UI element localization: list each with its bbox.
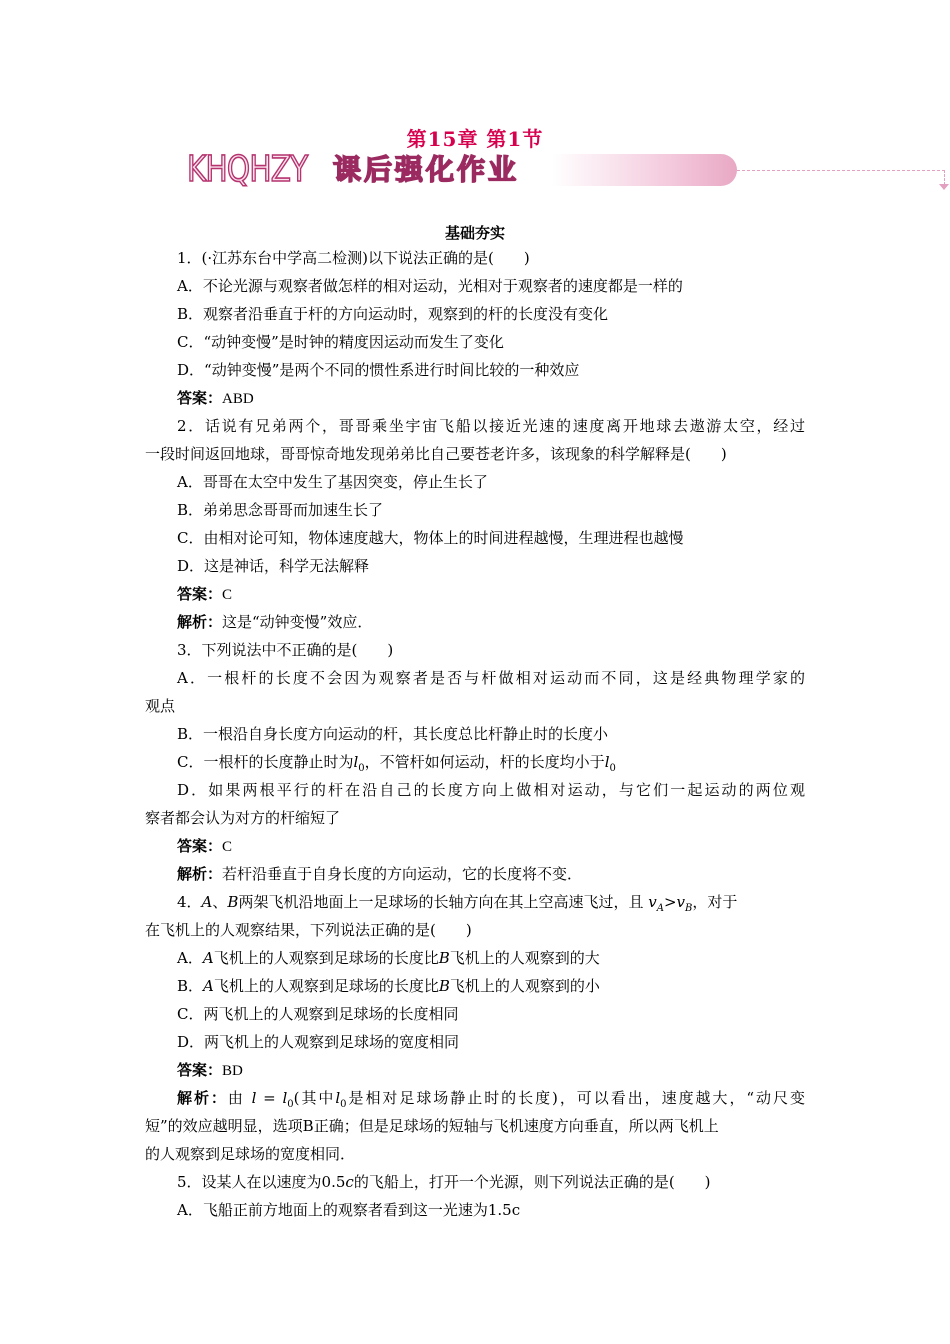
chapter-title: 第15章 第1节 xyxy=(406,127,544,151)
math-operator: > xyxy=(663,893,677,911)
question-list xyxy=(145,244,805,1224)
stem-text: 两架飞机沿地面上一足球场的长轴方向在其上空高速飞过，且 xyxy=(238,893,644,911)
separator: 、 xyxy=(212,893,228,911)
plane-a: A xyxy=(201,893,213,911)
answer-value: C xyxy=(222,839,233,855)
question-4-stem-line-2: 在飞机上的人观察结果，下列说法正确的是( ) xyxy=(145,921,472,939)
answer-label: 答案： xyxy=(177,585,223,603)
option-letter: B． xyxy=(177,977,204,995)
analysis-text: 若杆沿垂直于自身长度的方向运动，它的长度将不变． xyxy=(222,865,583,883)
answer-label: 答案： xyxy=(177,389,223,407)
question-number: 4． xyxy=(177,893,202,911)
question-4-option-a xyxy=(145,944,805,972)
question-4-option-b xyxy=(145,972,805,1000)
math-subscript: 0 xyxy=(287,1099,294,1110)
question-3-option-a-line-1: A．一根杆的长度不会因为观察者是否与杆做相对运动而不同，这是经典物理学家的 xyxy=(177,669,805,687)
question-1-stem: 1．(·江苏东台中学高二检测)以下说法正确的是( ) xyxy=(177,249,530,267)
option-letter: A． xyxy=(177,949,203,967)
analysis-text: 由 xyxy=(227,1089,245,1107)
option-text: 飞机上的人观察到的大 xyxy=(449,949,600,967)
math-l: l xyxy=(335,1089,341,1107)
question-3-option-b: B．一根沿自身长度方向运动的杆，其长度总比杆静止时的长度小 xyxy=(177,725,609,743)
homework-banner xyxy=(187,150,787,196)
plane-b: B xyxy=(438,977,450,995)
question-4-option-d: D．两飞机上的人观察到足球场的宽度相同 xyxy=(177,1033,460,1051)
answer-value: ABD xyxy=(222,391,254,407)
question-2-stem-line-2: 一段时间返回地球，哥哥惊奇地发现弟弟比自己要苍老许多，该现象的科学解释是( ) xyxy=(145,445,727,463)
question-1-option-a: A．不论光源与观察者做怎样的相对运动，光相对于观察者的速度都是一样的 xyxy=(177,277,683,295)
analysis-label: 解析： xyxy=(177,613,223,631)
question-4-answer xyxy=(145,1056,805,1084)
math-subscript: A xyxy=(656,903,664,914)
math-subscript: B xyxy=(685,903,693,914)
question-4-analysis-line-3: 的人观察到足球场的宽度相同． xyxy=(145,1145,356,1163)
plane-a: A xyxy=(202,949,214,967)
question-4-analysis-line-2: 短”的效应越明显，选项B正确；但是足球场的短轴与飞机速度方向垂直，所以两飞机上 xyxy=(145,1117,719,1135)
question-5-stem xyxy=(145,1168,805,1196)
analysis-text: (其中 xyxy=(293,1089,336,1107)
question-3-answer xyxy=(145,832,805,860)
question-3-stem: 3．下列说法中不正确的是( ) xyxy=(177,641,394,659)
question-3-option-c xyxy=(145,748,805,776)
math-operator: = xyxy=(256,1089,283,1107)
question-3-option-d-line-1: D．如果两根平行的杆在沿自己的长度方向上做相对运动，与它们一起运动的两位观 xyxy=(177,781,805,799)
option-text: ，不管杆如何运动，杆的长度均小于 xyxy=(364,753,605,771)
math-c: c xyxy=(345,1173,354,1191)
banner-dotted-line xyxy=(737,170,945,171)
question-1-answer xyxy=(145,384,805,412)
question-4-analysis-line-1 xyxy=(145,1084,805,1112)
option-text: 飞机上的人观察到足球场的长度比 xyxy=(213,949,439,967)
question-2-option-a: A．哥哥在太空中发生了基因突变，停止生长了 xyxy=(177,473,488,491)
answer-label: 答案： xyxy=(177,1061,223,1079)
plane-b: B xyxy=(438,949,450,967)
analysis-label: 解析： xyxy=(177,865,223,883)
banner-arrow-icon xyxy=(939,184,949,190)
question-4-option-c: C．两飞机上的人观察到足球场的长度相同 xyxy=(177,1005,459,1023)
question-2-option-d: D．这是神话，科学无法解释 xyxy=(177,557,370,575)
question-1-option-d: D．“动钟变慢”是两个不同的惯性系进行时间比较的一种效应 xyxy=(177,361,580,379)
math-l: l xyxy=(282,1089,288,1107)
question-2-option-c: C．由相对论可知，物体速度越大，物体上的时间进程越慢，生理进程也越慢 xyxy=(177,529,684,547)
option-text: 飞机上的人观察到的小 xyxy=(449,977,600,995)
question-2-answer xyxy=(145,580,805,608)
analysis-text: 是相对足球场静止时的长度)，可以看出，速度越大，“动尺变 xyxy=(346,1089,805,1107)
option-text: 飞机上的人观察到足球场的长度比 xyxy=(213,977,439,995)
analysis-text: 这是“动钟变慢”效应． xyxy=(222,613,373,631)
answer-value: BD xyxy=(222,1063,243,1079)
answer-label: 答案： xyxy=(177,837,223,855)
answer-value: C xyxy=(222,587,233,603)
question-2-analysis xyxy=(145,608,805,636)
question-2-stem-line-1: 2．话说有兄弟两个，哥哥乘坐宇宙飞船以接近光速的速度离开地球去遨游太空，经过 xyxy=(177,417,805,435)
banner-logo: KHQHZY xyxy=(187,149,308,190)
math-subscript: 0 xyxy=(609,763,616,774)
section-title: 基础夯实 xyxy=(444,224,505,242)
banner-dotted-drop xyxy=(944,170,945,185)
plane-b: B xyxy=(227,893,239,911)
stem-text: ，对于 xyxy=(692,893,738,911)
option-text: C．一根杆的长度静止时为 xyxy=(177,753,354,771)
stem-text: 的飞船上，打开一个光源，则下列说法正确的是( ) xyxy=(353,1173,711,1191)
question-1-option-b: B．观察者沿垂直于杆的方向运动时，观察到的杆的长度没有变化 xyxy=(177,305,609,323)
math-l: l xyxy=(251,1089,257,1107)
question-4-stem-line-1 xyxy=(145,888,805,916)
question-5-option-a: A．飞船正前方地面上的观察者看到这一光速为1.5c xyxy=(177,1201,521,1219)
question-2-option-b: B．弟弟思念哥哥而加速生长了 xyxy=(177,501,384,519)
question-3-analysis xyxy=(145,860,805,888)
math-v: v xyxy=(648,893,657,911)
stem-text: 5．设某人在以速度为0.5 xyxy=(177,1173,346,1191)
question-1-option-c: C．“动钟变慢”是时钟的精度因运动而发生了变化 xyxy=(177,333,504,351)
plane-a: A xyxy=(203,977,214,995)
math-l: l xyxy=(353,753,359,771)
question-3-option-a-line-2: 观点 xyxy=(145,697,176,715)
math-subscript: 0 xyxy=(340,1099,347,1110)
banner-text: 课后强化作业 xyxy=(333,153,520,186)
math-v: v xyxy=(676,893,686,911)
math-subscript: 0 xyxy=(358,763,365,774)
math-l: l xyxy=(604,753,610,771)
question-3-option-d-line-2: 察者都会认为对方的杆缩短了 xyxy=(145,809,341,827)
analysis-label: 解析： xyxy=(177,1089,228,1107)
